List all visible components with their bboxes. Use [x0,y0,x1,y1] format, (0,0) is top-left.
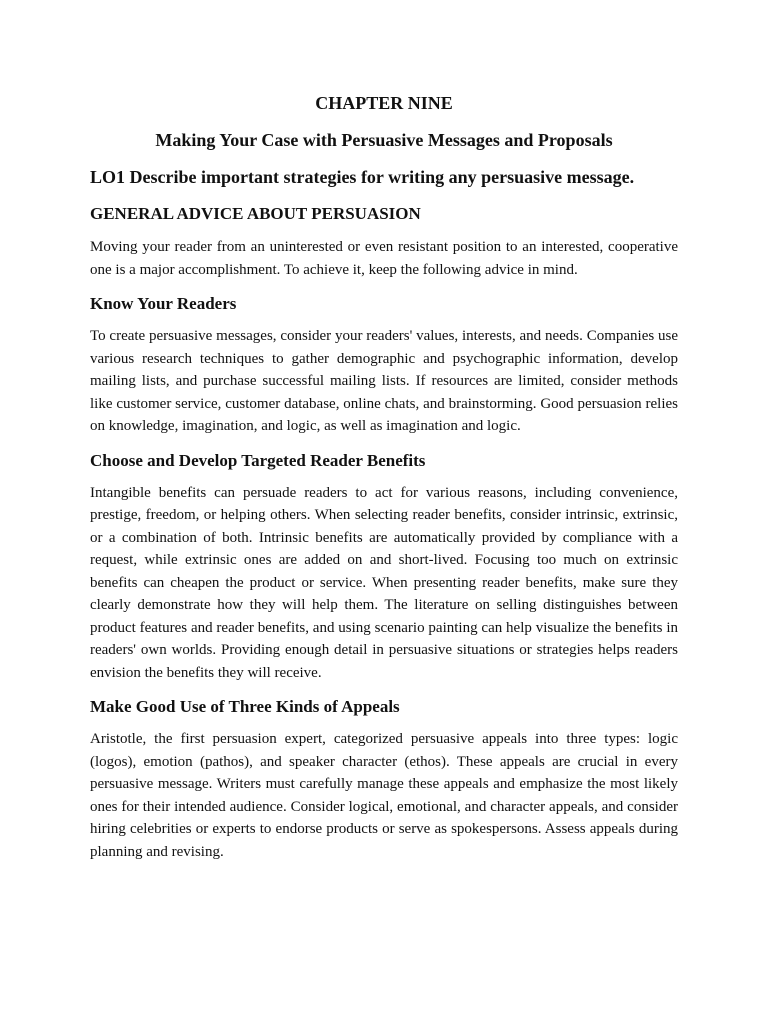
subsection-body-know-readers: To create persuasive messages, consider your readers' values, interests, and needs. Companies use various research techniques to gather demographic and psychographic information, develop mailing lists, and purchase successful mailing lists. If resources are limited, consider methods like customer service, customer database, online chats, and brainstorming. Good persuasion relies on knowledge, imagination, and logic, as well as imagination and logic. [90,328,678,434]
subsection-heading-reader-benefits: Choose and Develop Targeted Reader Benefits [90,450,426,470]
document-page [90,90,678,873]
learning-objective: LO1 Describe important strategies for writing any persuasive message. [90,167,635,187]
chapter-title: Making Your Case with Persuasive Messages and Proposals [155,130,613,150]
subsection-heading-three-appeals: Make Good Use of Three Kinds of Appeals [90,697,400,716]
subsection-body-reader-benefits: Intangible benefits can persuade readers to act for various reasons, including convenience, prestige, freedom, or helping others. When selecting reader benefits, consider intrinsic, extrinsic, or a combination of both. Intrinsic benefits are automatically provided by compliance with a request, while extrinsic ones are added on and short-lived. Focusing too much on extrinsic benefits can cheapen the product or service. When presenting reader benefits, make sure they clearly demonstrate how they will help them. The literature on selling distinguishes between product features and reader benefits, and using scenario painting can help visualize the benefits in readers' own worlds. Providing enough detail in persuasive situations or strategies helps readers envision the benefits they will receive. [90,484,678,681]
subsection-body-three-appeals: Aristotle, the first persuasion expert, categorized persuasive appeals into three types: logic (logos), emotion (pathos), and speaker character (ethos). These appeals are crucial in every persuasive message. Writers must carefully manage these appeals and emphasize the most likely ones for their intended audience. Consider logical, emotional, and character appeals, and consider hiring celebrities or experts to endorse products or serve as spokespersons. Assess appeals during planning and revising. [90,731,678,860]
chapter-label: CHAPTER NINE [315,93,453,113]
section-heading: GENERAL ADVICE ABOUT PERSUASION [90,204,421,223]
intro-paragraph: Moving your reader from an uninterested or even resistant position to an interested, cooperative one is a major accomplishment. To achieve it, keep the following advice in mind. [90,239,678,278]
subsection-heading-know-readers: Know Your Readers [90,294,237,313]
